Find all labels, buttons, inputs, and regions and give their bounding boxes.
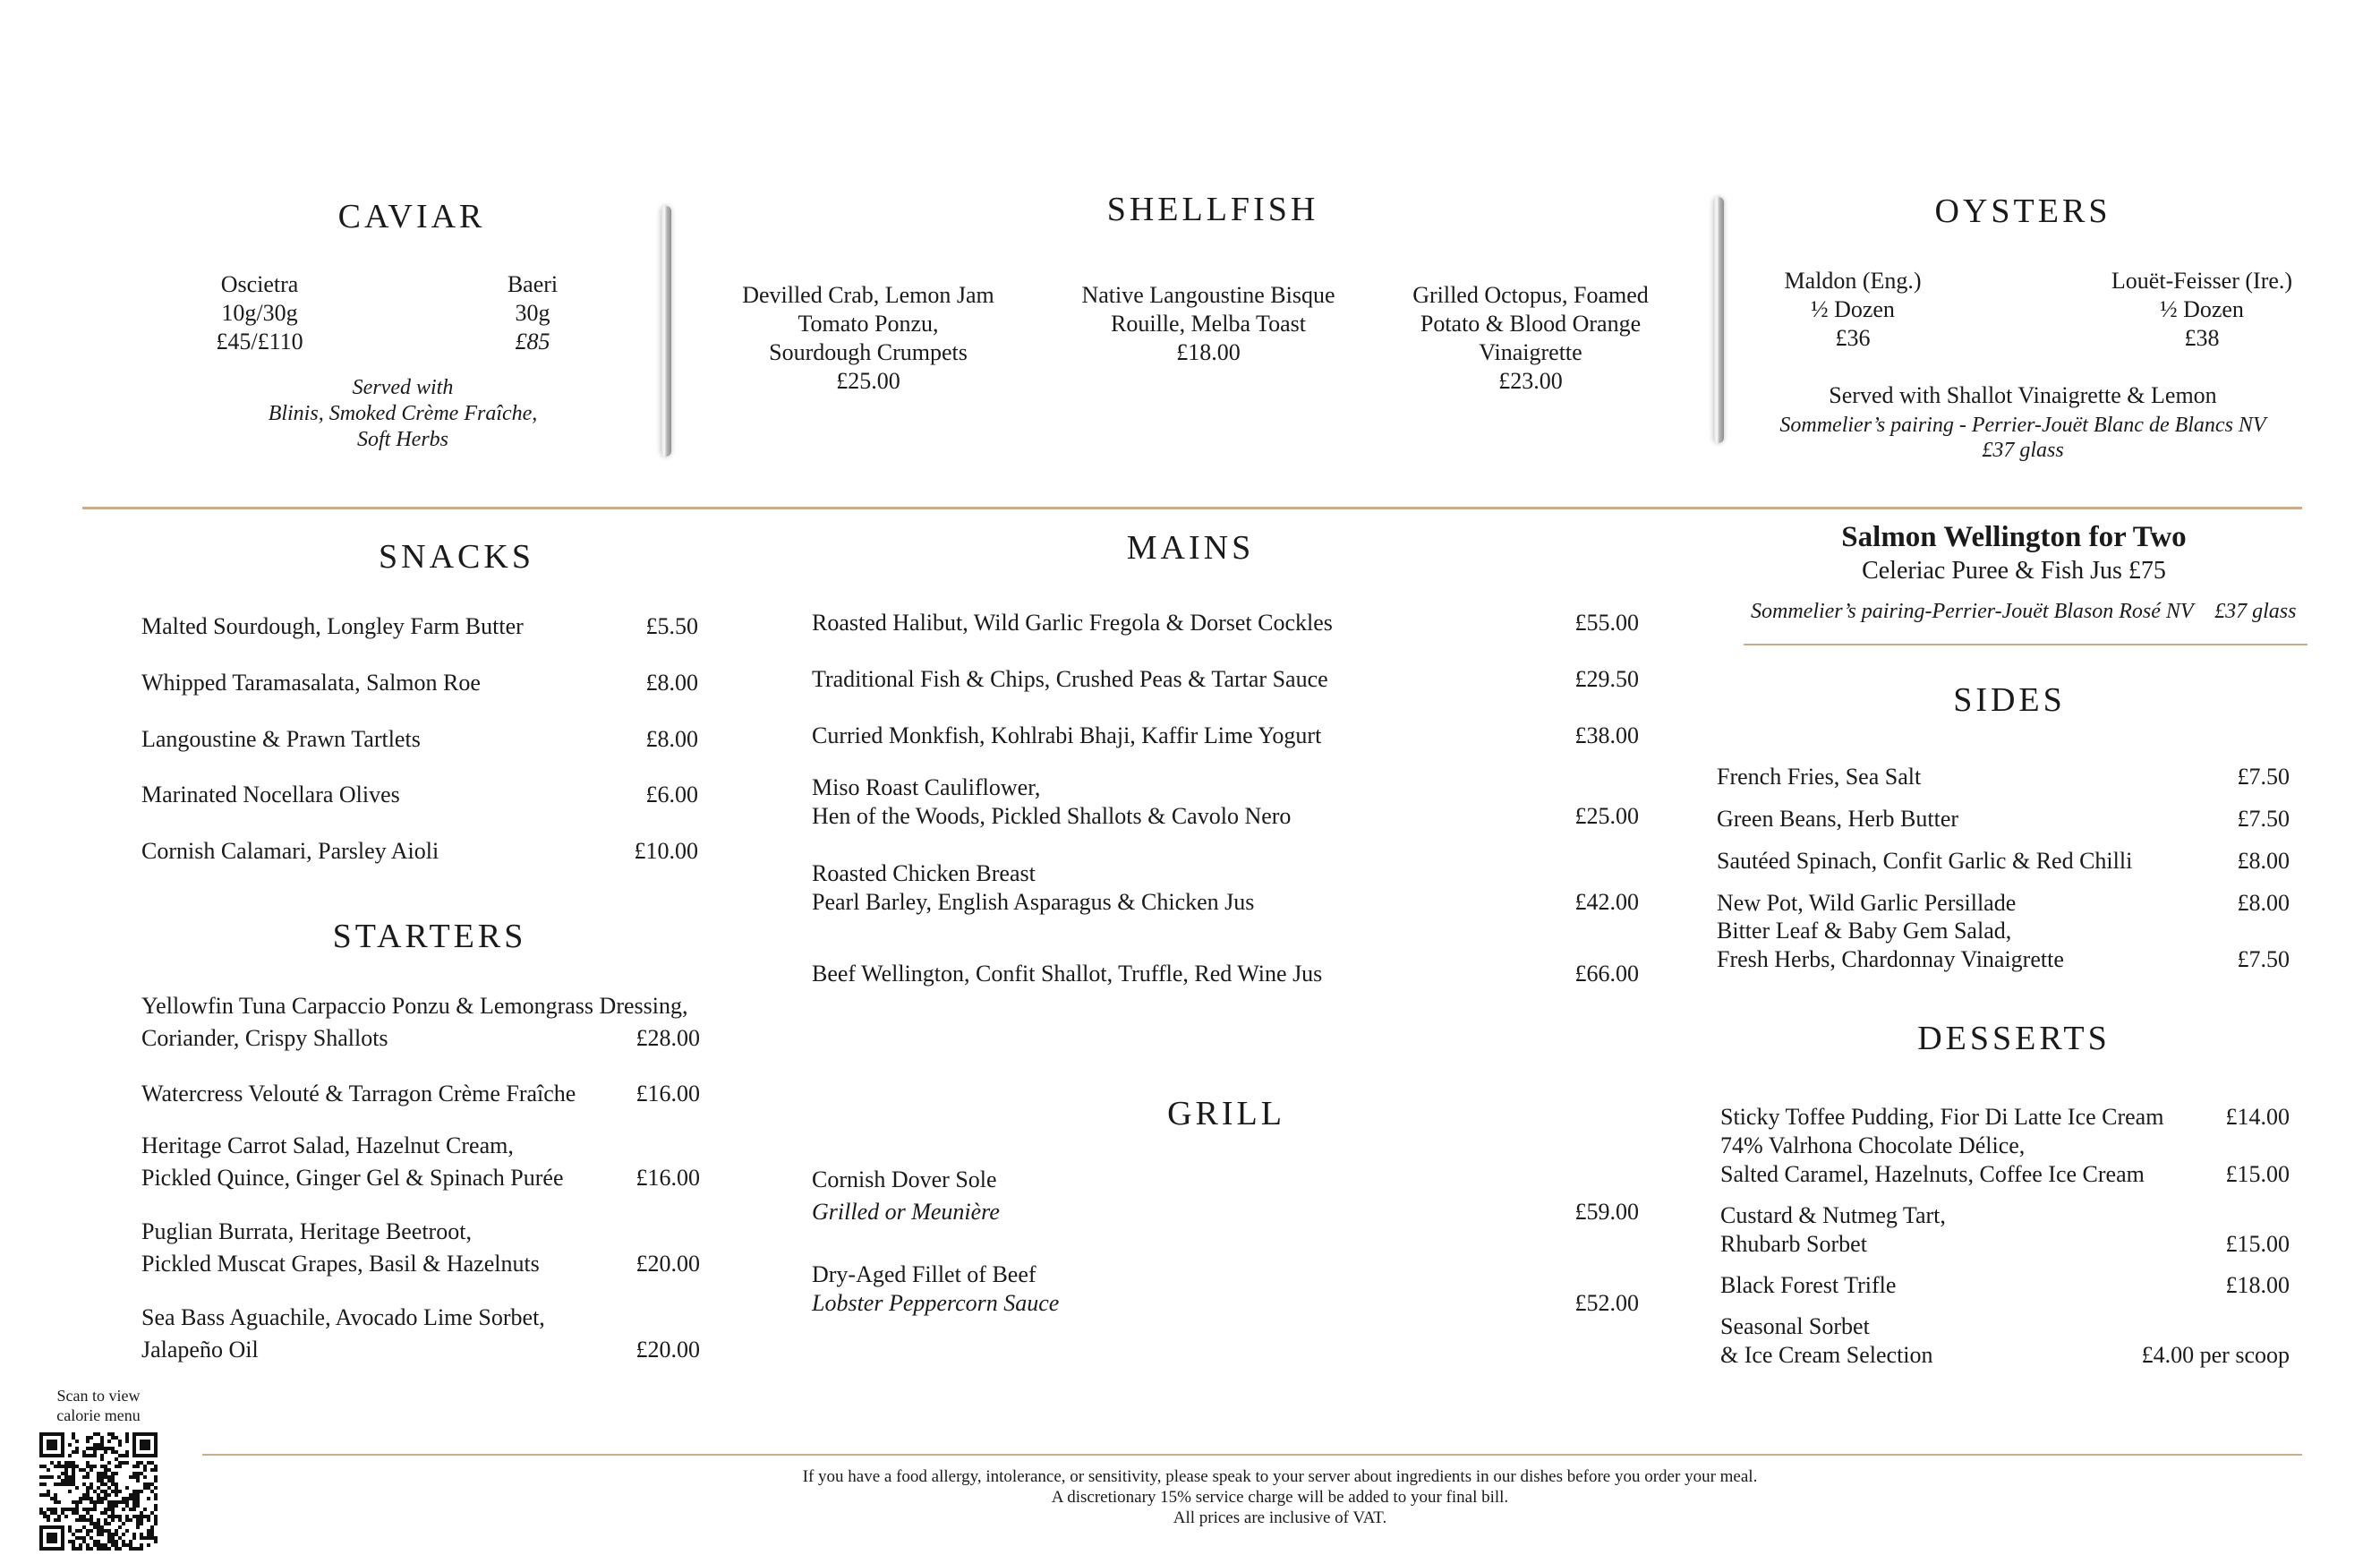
menu-item-price: £7.50	[2237, 764, 2290, 790]
menu-item-detail: Sautéed Spinach, Confit Garlic & Red Chilli	[1717, 848, 2133, 874]
caviar-item-price: £45/£110	[216, 329, 303, 355]
menu-item	[1720, 1132, 2290, 1189]
menu-item-detail: Hen of the Woods, Pickled Shallots & Cavolo Nero	[812, 803, 1292, 829]
menu-item-detail: Fresh Herbs, Chardonnay Vinaigrette	[1717, 946, 2064, 972]
menu-item-name: Puglian Burrata, Heritage Beetroot,	[141, 1218, 472, 1244]
menu-item-price: £42.00	[1574, 889, 1639, 915]
menu-item	[141, 1303, 700, 1361]
menu-item-price: £15.00	[2225, 1231, 2290, 1257]
oysters-heading: OYSTERS	[1934, 192, 2111, 230]
special-pairing-text: Sommelier’s pairing-Perrier-Jouët Blason Rosé NV	[1751, 600, 2194, 623]
starters-heading: STARTERS	[332, 918, 527, 955]
grill-list	[812, 0, 1639, 1554]
oyster-qty: ½ Dozen	[2160, 296, 2244, 322]
qr-caption-line: Scan to view	[56, 1387, 141, 1405]
special-glass-price: £37 glass	[2214, 600, 2297, 623]
menu-item-detail: & Ice Cream Selection	[1720, 1342, 1933, 1368]
oysters-served-with: Served with Shallot Vinaigrette & Lemon	[1829, 382, 2217, 408]
menu-item-detail: French Fries, Sea Salt	[1717, 764, 1922, 790]
menu-item-detail: Black Forest Trifle	[1720, 1272, 1897, 1298]
special-subtitle: Celeriac Puree & Fish Jus £75	[1862, 557, 2166, 585]
menu-item-price: £8.00	[645, 726, 698, 752]
menu-item	[1720, 1243, 2290, 1300]
menu-item-name: Bitter Leaf & Baby Gem Salad,	[1717, 918, 2012, 944]
menu-item-name: Miso Roast Cauliflower,	[812, 774, 1041, 800]
oyster-name: Maldon (Eng.)	[1784, 268, 1922, 294]
menu-item-name: Seasonal Sorbet	[1720, 1313, 1870, 1339]
menu-item-price: £8.00	[2237, 890, 2290, 916]
dish-line: Rouille, Melba Toast	[1111, 311, 1306, 337]
caviar-heading: CAVIAR	[337, 198, 486, 235]
menu-item-price: £29.50	[1574, 666, 1639, 692]
menu-item-price: £59.00	[1574, 1199, 1639, 1225]
menu-item-name: Custard & Nutmeg Tart,	[1720, 1202, 1946, 1228]
special-title: Salmon Wellington for Two	[1841, 521, 2187, 553]
dish-line: Sourdough Crumpets	[769, 339, 968, 365]
menu-item-price: £66.00	[1574, 961, 1639, 987]
menu-item-name: Sea Bass Aguachile, Avocado Lime Sorbet,	[141, 1304, 545, 1330]
caviar-served-line: Soft Herbs	[357, 428, 448, 451]
menu-item-detail: Roasted Halibut, Wild Garlic Fregola & Dorset Cockles	[812, 610, 1333, 636]
menu-item-price: £7.50	[2237, 946, 2290, 972]
menu-item-price: £52.00	[1574, 1290, 1639, 1316]
dish-line: Potato & Blood Orange	[1420, 311, 1642, 337]
menu-item-price: £38.00	[1574, 722, 1639, 748]
vat-notice: All prices are inclusive of VAT.	[1173, 1508, 1387, 1527]
caviar-item-price: £85	[515, 329, 550, 355]
oyster-price: £36	[1835, 325, 1871, 351]
menu-item-detail: Curried Monkfish, Kohlrabi Bhaji, Kaffir Lime Yogurt	[812, 722, 1322, 748]
menu-item	[141, 1053, 700, 1110]
menu-item-price: £7.50	[2237, 806, 2290, 832]
menu-item	[141, 1218, 700, 1275]
allergy-notice: If you have a food allergy, intolerance, or sensitivity, please speak to your server about ingredients in our dishes before you order your meal.	[802, 1467, 1758, 1486]
menu-item-price: £28.00	[636, 1025, 700, 1051]
menu-item-detail: Beef Wellington, Confit Shallot, Truffle, Red Wine Jus	[812, 961, 1323, 987]
dish-line: Native Langoustine Bisque	[1081, 282, 1335, 308]
menu-item-price: £15.00	[2225, 1161, 2290, 1187]
menu-item-price: £16.00	[636, 1081, 700, 1106]
menu-item-price: £25.00	[1574, 803, 1639, 829]
oysters-pairing: Sommelier’s pairing - Perrier-Jouët Blanc de Blancs NV	[1779, 414, 2266, 437]
menu-item-name: Marinated Nocellara Olives	[141, 782, 400, 807]
menu-item-detail: Pickled Muscat Grapes, Basil & Hazelnuts	[141, 1251, 540, 1277]
qr-caption-line: calorie menu	[56, 1406, 141, 1424]
menu-item-detail: Jalapeño Oil	[141, 1337, 259, 1363]
menu-item-name: Cornish Dover Sole	[812, 1166, 997, 1192]
snacks-heading: SNACKS	[379, 538, 534, 576]
shellfish-heading: SHELLFISH	[1106, 191, 1319, 228]
menu-item-name: Roasted Chicken Breast	[812, 860, 1036, 886]
menu-item-price: £16.00	[636, 1165, 700, 1191]
menu-item-name: Langoustine & Prawn Tartlets	[141, 726, 421, 752]
dish-price: £18.00	[1176, 339, 1241, 365]
caviar-served-line: Served with	[352, 376, 454, 399]
caviar-item-weight: 10g/30g	[221, 300, 298, 326]
desserts-heading: DESSERTS	[1917, 1020, 2111, 1057]
menu-item	[812, 1166, 1639, 1230]
grill-heading: GRILL	[1167, 1095, 1285, 1132]
menu-item-price: £5.50	[645, 613, 698, 639]
menu-item	[141, 992, 700, 1049]
menu-item-price: £4.00 per scoop	[2141, 1342, 2290, 1368]
menu-item-price: £8.00	[2237, 848, 2290, 874]
menu-item-name: Dry-Aged Fillet of Beef	[812, 1261, 1036, 1287]
menu-item-detail: Pickled Quince, Ginger Gel & Spinach Purée	[141, 1165, 564, 1191]
desserts-list	[1720, 0, 2290, 1554]
menu-item-price: £8.00	[645, 670, 698, 696]
menu-item-detail: Grilled or Meunière	[812, 1199, 1000, 1225]
menu-item-detail: Salted Caramel, Hazelnuts, Coffee Ice Cream	[1720, 1161, 2145, 1187]
starters-list	[141, 0, 700, 1554]
menu-item-name: Cornish Calamari, Parsley Aioli	[141, 838, 439, 864]
dish-line: Tomato Ponzu,	[798, 311, 939, 337]
menu-item-detail: Lobster Peppercorn Sauce	[812, 1290, 1060, 1316]
dish-line: Devilled Crab, Lemon Jam	[742, 282, 994, 308]
qr-code-graphic	[39, 1432, 158, 1551]
caviar-item-name: Oscietra	[220, 271, 299, 297]
menu-item-price: £10.00	[634, 838, 698, 864]
menu-item	[141, 1132, 700, 1189]
oyster-price: £38	[2184, 325, 2220, 351]
menu-item-detail: Green Beans, Herb Butter	[1717, 806, 1959, 832]
qr-code-icon[interactable]	[39, 1432, 158, 1551]
menu-item	[1720, 1074, 2290, 1132]
dish-line: Vinaigrette	[1479, 339, 1582, 365]
menu-item-price: £20.00	[636, 1251, 700, 1277]
menu-item	[1720, 1312, 2290, 1370]
mains-heading: MAINS	[1126, 529, 1255, 567]
menu-item-name: Yellowfin Tuna Carpaccio Ponzu & Lemongrass Dressing,	[141, 993, 688, 1019]
menu-item-price: £18.00	[2225, 1272, 2290, 1298]
caviar-served-line: Blinis, Smoked Crème Fraîche,	[268, 402, 538, 425]
menu-item-detail: New Pot, Wild Garlic Persillade	[1717, 890, 2017, 916]
menu-item-detail: Traditional Fish & Chips, Crushed Peas & Tartar Sauce	[812, 666, 1328, 692]
menu-item-detail: Rhubarb Sorbet	[1720, 1231, 1867, 1257]
menu-item-name: Heritage Carrot Salad, Hazelnut Cream,	[141, 1132, 514, 1158]
dish-line: Grilled Octopus, Foamed	[1412, 282, 1649, 308]
caviar-item-name: Baeri	[507, 271, 559, 297]
menu-item-price: £6.00	[645, 782, 698, 807]
menu-item-detail: Watercress Velouté & Tarragon Crème Fraîche	[141, 1081, 576, 1106]
menu-item-detail: Coriander, Crispy Shallots	[141, 1025, 388, 1051]
menu-item-price: £20.00	[636, 1337, 700, 1363]
footer-divider	[202, 1454, 2302, 1456]
caviar-item-weight: 30g	[515, 300, 550, 326]
menu-item-detail: Sticky Toffee Pudding, Fior Di Latte Ice Cream	[1720, 1104, 2164, 1130]
service-charge-notice: A discretionary 15% service charge will be added to your final bill.	[1051, 1488, 1509, 1507]
menu-item-price: £14.00	[2225, 1104, 2290, 1130]
menu-item-name: Malted Sourdough, Longley Farm Butter	[141, 613, 524, 639]
footer-notes	[385, 1466, 2175, 1528]
menu-item-name: Whipped Taramasalata, Salmon Roe	[141, 670, 481, 696]
oyster-name: Louët-Feisser (Ire.)	[2111, 268, 2293, 294]
oysters-glass-price: £37 glass	[1982, 439, 2064, 462]
menu-item	[812, 1260, 1639, 1325]
qr-caption	[27, 1386, 170, 1425]
dish-price: £23.00	[1498, 368, 1563, 394]
menu-item-detail: Pearl Barley, English Asparagus & Chicken Jus	[812, 889, 1255, 915]
menu-item-price: £55.00	[1574, 610, 1639, 636]
menu-item-name: 74% Valrhona Chocolate Délice,	[1720, 1132, 2026, 1158]
sides-heading: SIDES	[1953, 681, 2066, 719]
dish-price: £25.00	[836, 368, 900, 394]
oyster-qty: ½ Dozen	[1811, 296, 1895, 322]
